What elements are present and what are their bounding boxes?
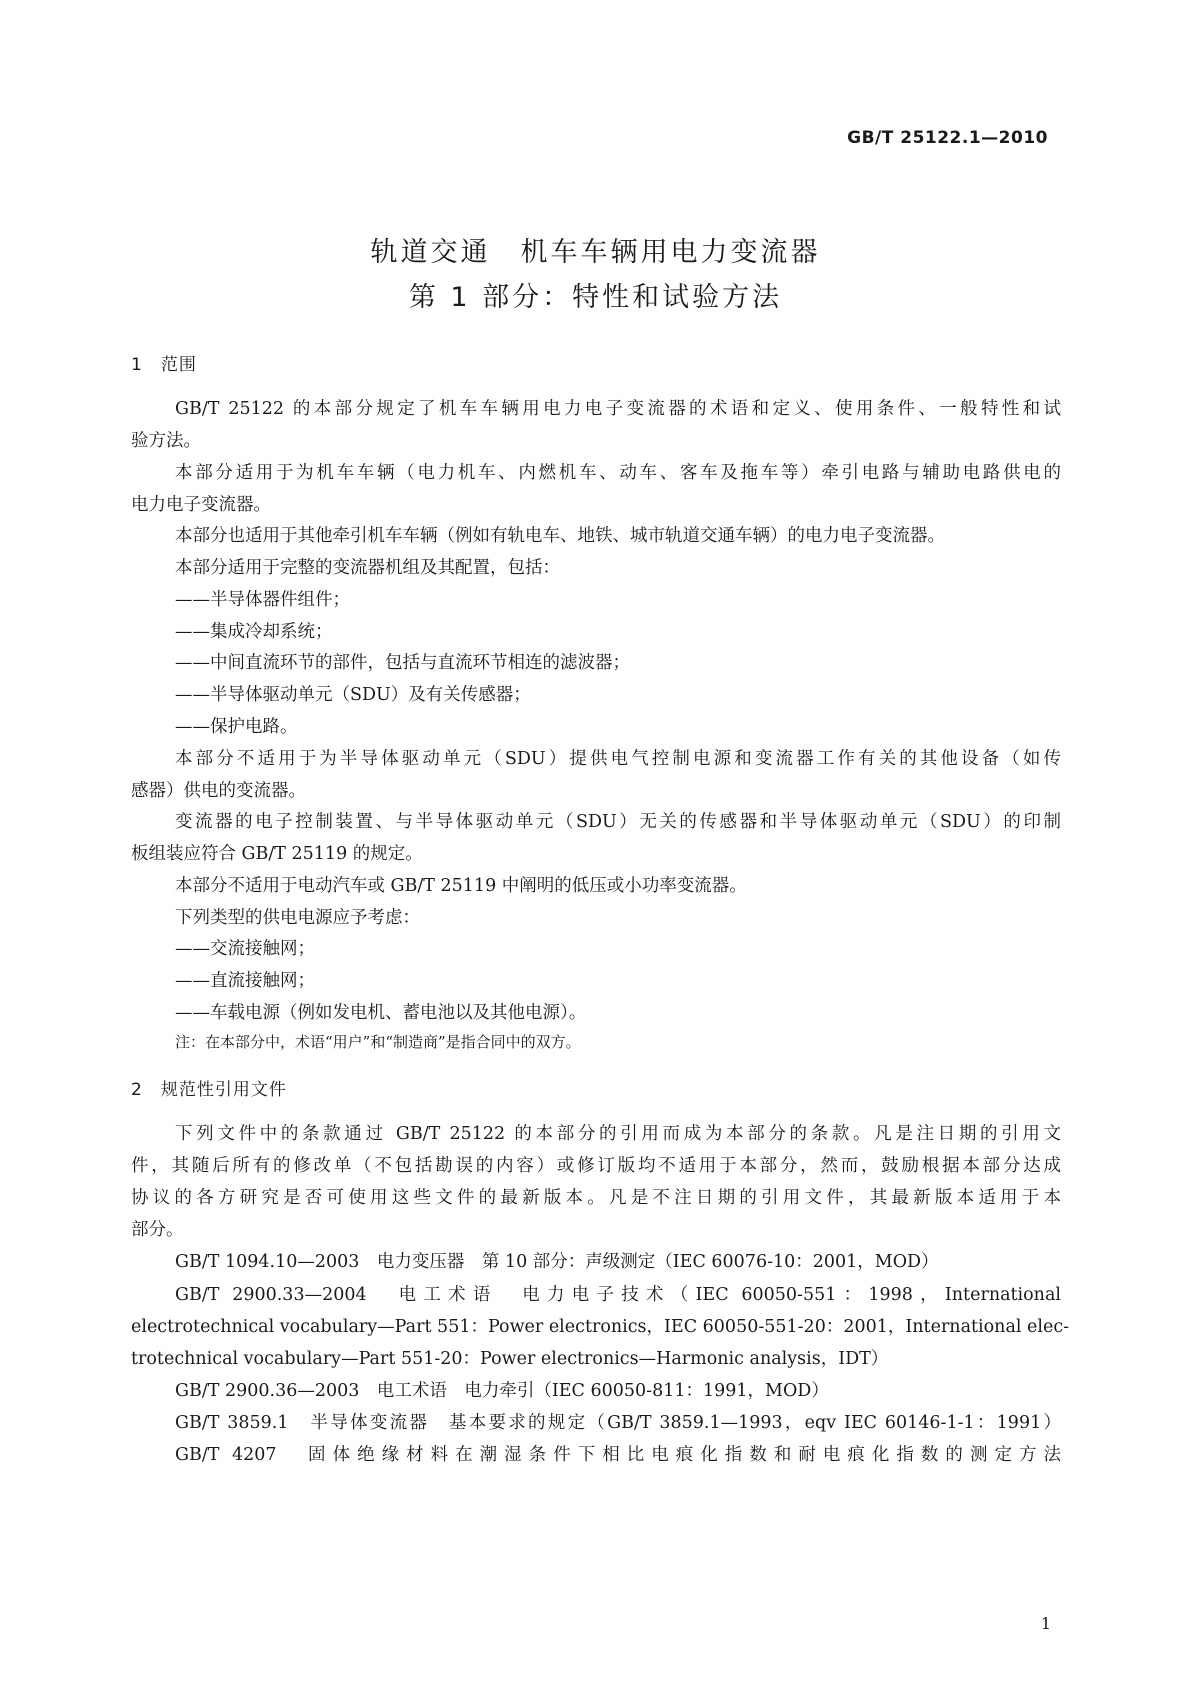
standard-code: GB/T 25122.1—2010 bbox=[847, 128, 1048, 148]
list-item: ——半导体驱动单元（SDU）及有关传感器； bbox=[175, 685, 531, 705]
reference-item: GB/T 3859.1 半导体变流器 基本要求的规定（GB/T 3859.1—1993，eqv IEC 60146-1-1：1991） bbox=[175, 1413, 1061, 1433]
paragraph-line: 本部分不适用于为半导体驱动单元（SDU）提供电气控制电源和变流器工作有关的其他设备（如传 bbox=[175, 749, 1061, 769]
paragraph-line: 协议的各方研究是否可使用这些文件的最新版本。凡是不注日期的引用文件，其最新版本适用于本 bbox=[131, 1188, 1061, 1208]
paragraph-line: GB/T 25122 的本部分规定了机车车辆用电力电子变流器的术语和定义、使用条件、一般特性和试 bbox=[175, 399, 1061, 419]
list-item: ——半导体器件组件； bbox=[175, 590, 350, 610]
reference-item: GB/T 1094.10—2003 电力变压器 第 10 部分：声级测定（IEC 60076-10：2001，MOD） bbox=[175, 1252, 939, 1272]
reference-item-continuation: trotechnical vocabulary—Part 551-20：Power electronics—Harmonic analysis，IDT） bbox=[131, 1349, 889, 1369]
title-line-1: 轨道交通 机车车辆用电力变流器 bbox=[370, 237, 821, 268]
list-item: ——中间直流环节的部件，包括与直流环节相连的滤波器； bbox=[175, 653, 630, 673]
paragraph-line: 电力电子变流器。 bbox=[131, 495, 271, 515]
paragraph-line: 变流器的电子控制装置、与半导体驱动单元（SDU）无关的传感器和半导体驱动单元（SDU）的印制 bbox=[175, 812, 1061, 832]
list-item: ——车载电源（例如发电机、蓄电池以及其他电源）。 bbox=[175, 1003, 587, 1023]
paragraph-line: 本部分适用于为机车车辆（电力机车、内燃机车、动车、客车及拖车等）牵引电路与辅助电路供电的 bbox=[175, 463, 1061, 483]
paragraph-line: 本部分不适用于电动汽车或 GB/T 25119 中阐明的低压或小功率变流器。 bbox=[175, 876, 747, 896]
section-2-heading: 2 规范性引用文件 bbox=[131, 1080, 287, 1100]
section-1-heading: 1 范围 bbox=[131, 355, 197, 375]
paragraph-line: 部分。 bbox=[131, 1220, 184, 1240]
paragraph-line: 本部分也适用于其他牵引机车车辆（例如有轨电车、地铁、城市轨道交通车辆）的电力电子变流器。 bbox=[175, 526, 945, 546]
paragraph-line: 件，其随后所有的修改单（不包括勘误的内容）或修订版均不适用于本部分，然而，鼓励根据本部分达成 bbox=[131, 1156, 1061, 1176]
paragraph-line: 下列文件中的条款通过 GB/T 25122 的本部分的引用而成为本部分的条款。凡是注日期的引用文 bbox=[175, 1124, 1061, 1144]
page-number: 1 bbox=[1040, 1614, 1051, 1633]
list-item: ——直流接触网； bbox=[175, 971, 315, 991]
reference-item: GB/T 2900.33—2004 电工术语 电力电子技术（IEC 60050-551：1998，International bbox=[175, 1285, 1061, 1305]
list-item: ——交流接触网； bbox=[175, 939, 315, 959]
paragraph-line: 板组装应符合 GB/T 25119 的规定。 bbox=[131, 844, 423, 864]
paragraph-line: 本部分适用于完整的变流器机组及其配置，包括： bbox=[175, 558, 560, 578]
list-item: ——集成冷却系统； bbox=[175, 622, 333, 642]
reference-item-continuation: electrotechnical vocabulary—Part 551：Power electronics，IEC 60050-551-20：2001，International elec- bbox=[131, 1317, 1070, 1337]
note: 注：在本部分中，术语“用户”和“制造商”是指合同中的双方。 bbox=[175, 1033, 581, 1051]
paragraph-line: 感器）供电的变流器。 bbox=[131, 781, 306, 801]
paragraph-line: 验方法。 bbox=[131, 431, 201, 451]
title-line-2: 第 1 部分：特性和试验方法 bbox=[408, 282, 783, 313]
reference-item: GB/T 4207 固体绝缘材料在潮湿条件下相比电痕化指数和耐电痕化指数的测定方法 bbox=[175, 1445, 1061, 1465]
reference-item: GB/T 2900.36—2003 电工术语 电力牵引（IEC 60050-811：1991，MOD） bbox=[175, 1381, 829, 1401]
list-item: ——保护电路。 bbox=[175, 717, 298, 737]
paragraph-line: 下列类型的供电电源应予考虑： bbox=[175, 908, 420, 928]
